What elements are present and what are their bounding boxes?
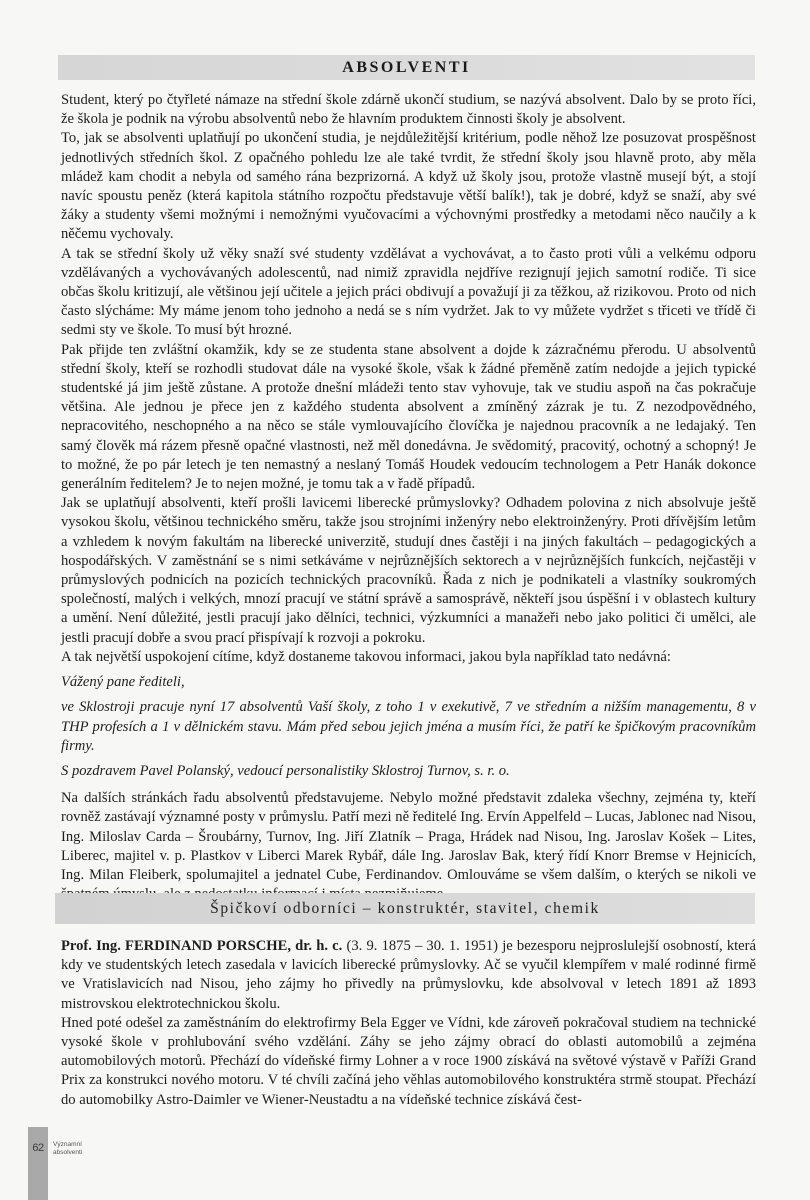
paragraph: A tak největší uspokojení cítíme, když dostaneme takovou informaci, jakou byla například tato nedávná:: [61, 648, 671, 665]
article-body: [61, 91, 756, 904]
footer-label: [53, 1141, 82, 1157]
paragraph: To, jak se absolventi uplatňují po ukončení studia, je nejdůležitější kritérium, podle něhož lze posuzovat prospěšnost jednotlivých středních škol. Z opačného pohledu lze ale také tvrdit, že střední školy jsou hlavně proto, aby měla mládež kam chodit a nebyla od samého rána bezprizorná. A když už školy jsou, protože vlastně musejí být, a stojí navíc spoustu peněz (která kapitola státního rozpočtu představuje větší balík!), tak je dobré, když se snaží, aby své žáky a studenty všemi možnými i nemožnými vyučovacími a výchovnými prostředky a metodami něco naučily a k něčemu vychovaly.: [61, 130, 756, 243]
porsche-intro: [61, 937, 756, 1014]
footer-label-line1: Významní: [53, 1141, 82, 1148]
section-title: Špičkoví odborníci – konstruktér, stavitel, chemik: [210, 899, 600, 917]
page-title: ABSOLVENTI: [342, 58, 471, 76]
paragraph: A tak se střední školy už věky snaží své studenty vzdělávat a vychovávat, a to často proti vůli a velkému odporu vzdělávaných a vychovávaných adolescentů, nad nimiž zpravidla nejdříve rezignují jejich samotní rodiče. Ti sice občas školu kritizují, ale většinou její učitele a jejich práci obdivují a považují ji za těžkou, až rizikovou. Proto od nich často slýcháme: My máme jenom toho jednoho a nedá se s ním vydržet. Jak to vy můžete vydržet s třiceti ve třídě či sedmi sty ve škole. To musí být hrozné.: [61, 245, 756, 339]
closing-paragraph: Na dalších stránkách řadu absolventů představujeme. Nebylo možné představit zdaleka všechny, zejména ty, kteří rovněž zastávají významné posty v průmyslu. Patří mezi ně ředitelé Ing. Ervín Appelfeld – Lucas, Jablonec nad Nisou, Ing. Miloslav Carda – Šroubárny, Turnov, Ing. Jiří Zlatník – Praga, Hrádek nad Nisou, Ing. Jaroslav Košek – Lites, Liberec, majitel v. p. Plastkov v Liberci Marek Rybář, dále Ing. Jaroslav Bak, který řídí Knorr Bremse v Hejnicích, Ing. Milan Fleiberk, spolumajitel a jednatel Cube, Ferdinandov. Omlouváme se všem dalším, o kterých se nikoli ve: [61, 790, 756, 883]
letter-signature: S pozdravem Pavel Polanský, vedoucí personalistiky Sklostroj Turnov, s. r. o.: [61, 762, 510, 779]
page-number: 62: [32, 1142, 44, 1154]
paragraph: Jak se uplatňují absolventi, kteří prošli lavicemi liberecké průmyslovky? Odhadem polovina z nich absolvuje ještě vysokou školu, většinou technického směru, takže jsou strojními inženýry nebo elektroinženýry. Proti dřívějším letům a vzhledem k novým fakultám na liberecké univerzitě, studují dnes častěji i na jiných fakultách – pedagogických a hospodářských. V zaměstnání se s nimi setkáváme v nejrůznějších sektorech a v nejrůznějších funkcích, nejčastěji v průmyslových podnicích na pozicích technických pracovníků. Řada z nich je podnikateli a vlastníky soukromých společností, malých i velkých, mnozí pracují ve státní správě a samosprávě, někteří jsou úspěšní i v oblastech kultury a umění. Není důležité, jestli pracují jako dělníci, technici, výzkumníci a manažeři nebo jako politici či umělci, ale jestli pracují dobře a svou prací přispívají k rozvoji a pokroku.: [61, 495, 756, 646]
footer-strip: [28, 1127, 48, 1200]
paragraph: Student, který po čtyřleté námaze na střední škole zdárně ukončí studium, se nazývá absolvent. Dalo by se proto říci, že škola je podnik na výrobu absolventů nebo že hlavním produktem činnosti školy je absolvent.: [61, 92, 756, 128]
porsche-name: Prof. Ing. FERDINAND PORSCHE, dr. h. c.: [61, 938, 343, 954]
title-bar: [58, 55, 755, 80]
porsche-paragraph: Hned poté odešel za zaměstnáním do elektrofirmy Bela Egger ve Vídni, kde zároveň pokračoval studiem na technické vysoké škole v prohlubování svého vzdělání. Záhy se jeho zájmy obrací do oblasti automobilů a zejména automobilových motorů. Přechází do vídeňské firmy Lohner a v roce 1900 získává na světové výstavě v Paříži Grand Prix za konstrukci nového motoru. V té chvíli začíná jeho věhlas automobilového konstruktéra strmě stoupat. Přechází do automobilky Astro-Daimler ve Wiener-Neustadtu a na vídeňské technice získává čest-: [61, 1014, 756, 1108]
section-title-bar: [55, 893, 755, 924]
footer-label-line2: absolventi: [53, 1149, 83, 1156]
porsche-intro-text: (3. 9. 1875 – 30. 1. 1951) je bezesporu nejproslulejší osobností, která kdy ve studentských letech zasedala v lavicích liberecké průmyslovky. Ač se vyučil klempířem v malé rodinné firmě ve Vratislavicích nad Nisou, jeho zájmy ho přivedly na průmyslovku, kde absolvoval v letech 1891 až 1893 mistrovskou elektrotechnickou školu.: [61, 938, 756, 1012]
letter-salutation: Vážený pane řediteli,: [61, 674, 185, 691]
letter-body: ve Sklostroji pracuje nyní 17 absolventů Vaší školy, z toho 1 v exekutivě, 7 ve středním a nižším managementu, 8 v THP profesích a 1 v dělnickém stavu. Mám před sebou jejich jména a musím říci, že patří ke špičkovým pracovníkům firmy.: [61, 699, 756, 754]
paragraph: Pak přijde ten zvláštní okamžik, kdy se ze studenta stane absolvent a dojde k zázračnému přerodu. U absolventů střední školy, kteří se rozhodli studovat dále na vysoké škole, však k žádné přeměně zatím nedojde a jejich typické studentské já jim ještě zůstane. A protože dnešní mládeži tento stav vyhovuje, tak ve studiu aspoň na čas pokračuje většina. Ale jednou je přece jen z každého studenta absolvent a zmíněný zázrak je tu. Z nezodpovědného, nepracovitého, neschopného a na něco se stále vymlouvajícího človíčka je najednou pracovník a ne ledajaký. Ten samý člověk má rázem přesně opačné vlastnosti, než měl donedávna. Je svědomitý, pracovitý, ochotný a schopný! Je to možné, že po pár letech je ten nemastný a neslaný Tomáš Houdek vedoucím technologem a Petr Hanák dokonce generálním ředitelem? Je to nejen možné, je tomu tak a v řadě případů.: [61, 341, 756, 493]
porsche-article: [61, 937, 756, 1110]
